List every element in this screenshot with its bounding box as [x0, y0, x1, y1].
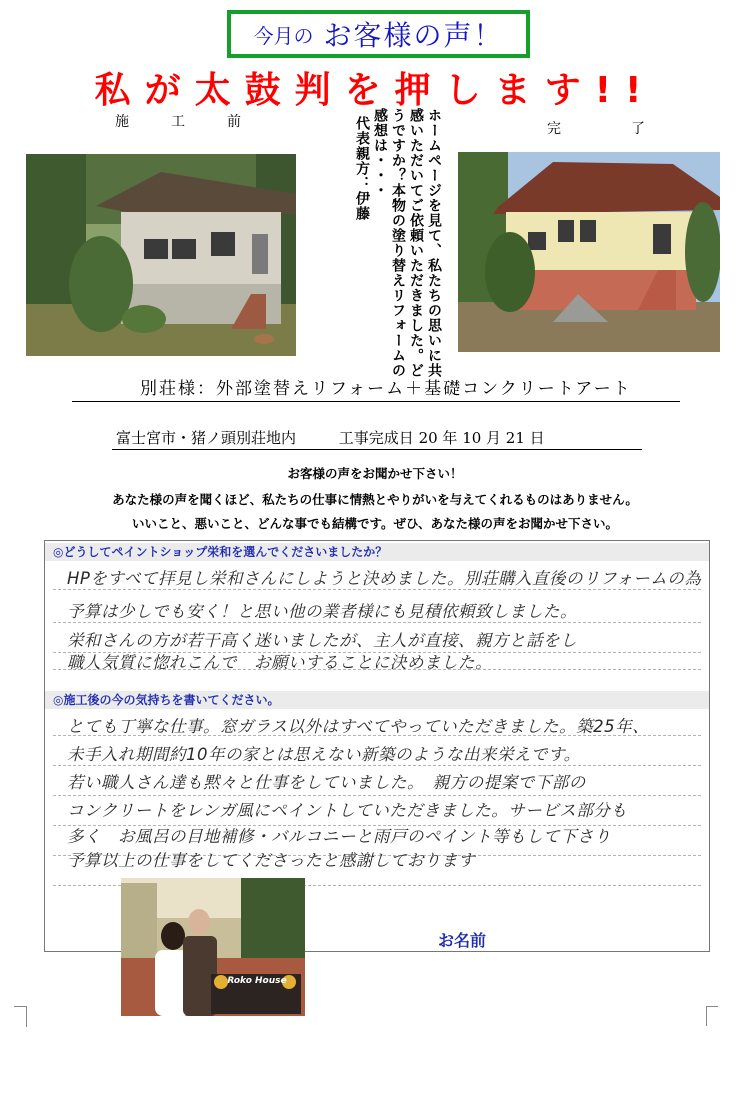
answer-2-line: とても丁寧な仕事。窓ガラス以外はすべてやっていただきました。築25年、 — [67, 717, 650, 736]
form-rule — [53, 795, 701, 796]
location-line — [112, 428, 642, 450]
before-photo — [26, 154, 296, 356]
location: 富士宮市・猪ノ頭別荘地内 — [116, 429, 297, 447]
title-large: お客様の声！ — [323, 19, 504, 52]
question-1-label: ◎どうしてペイントショップ栄和を選んでくださいましたか？ — [45, 543, 709, 561]
title-box — [227, 10, 530, 58]
corner-mark — [26, 1006, 27, 1027]
after-caption: 完 了 — [547, 121, 659, 137]
form-rule — [53, 765, 701, 766]
answer-1-line: 栄和さんの方が若干高く迷いましたが、主人が直接、親方と話をし — [67, 631, 577, 650]
question-2-label: ◎施工後の今の気持ちを書いてください。 — [45, 691, 709, 709]
answer-2-line: 予算以上の仕事をしてくださったと感謝しております — [67, 851, 475, 870]
answer-1-line: HPをすべて拝見し栄和さんにしようと決めました。別荘購入直後のリフォームの為 — [67, 569, 702, 588]
before-caption: 施 工 前 — [115, 114, 255, 130]
form-rule — [53, 622, 701, 623]
answer-2-line: コンクリートをレンガ風にペイントしていただきました。サービス部分も — [67, 801, 628, 820]
answer-1-line: 予算は少しでも安く！と思い他の業者様にも見積依頼致しました。 — [67, 602, 577, 621]
answer-2-line: 多く お風呂の目地補修・バルコニーと雨戸のペイント等もして下さり — [67, 827, 611, 846]
name-label: お名前 — [438, 931, 487, 950]
answer-2-line: 未手入れ期間約10年の家とは思えない新築のような出来栄えです。 — [67, 745, 581, 764]
message-signature: 代表親方：伊藤 — [354, 116, 370, 221]
corner-mark — [706, 1006, 707, 1026]
corner-mark — [14, 1006, 26, 1007]
corner-mark — [706, 1006, 718, 1007]
form-rule — [53, 589, 701, 590]
message-body: ホームページを見て、私たちの思いに共感いただいてご依頼いただきました。どうですか？本物の塗り替えリフォームの感想は・・・ — [372, 108, 442, 378]
answer-1-line: 職人気質に惚れこんで お願いすることに決めました。 — [67, 653, 492, 672]
intro-line-1: お客様の声をお聞かせ下さい！ — [287, 466, 463, 481]
after-photo — [458, 152, 720, 352]
customer-photo — [121, 878, 305, 1016]
answer-2-line: 若い職人さん達も黙々と仕事をしていました。 親方の提案で下部の — [67, 773, 586, 792]
title-small: 今月の — [253, 23, 314, 48]
sign-text: Roko House — [227, 976, 287, 986]
intro-line-2: あなた様の声を聞くほど、私たちの仕事に情熱とやりがいを与えてくれるものはありません。 — [112, 492, 638, 507]
headline: 私が太鼓判を押します!! — [94, 70, 656, 111]
completion-date: 工事完成日 20 年 10 月 21 日 — [338, 429, 545, 447]
project-title: 別荘様：外部塗替えリフォーム＋基礎コンクリートアート — [72, 378, 680, 402]
intro-line-3: いいこと、悪いこと、どんな事でも結構です。ぜひ、あなた様の声をお聞かせ下さい。 — [131, 516, 618, 531]
message-vertical — [310, 108, 443, 378]
